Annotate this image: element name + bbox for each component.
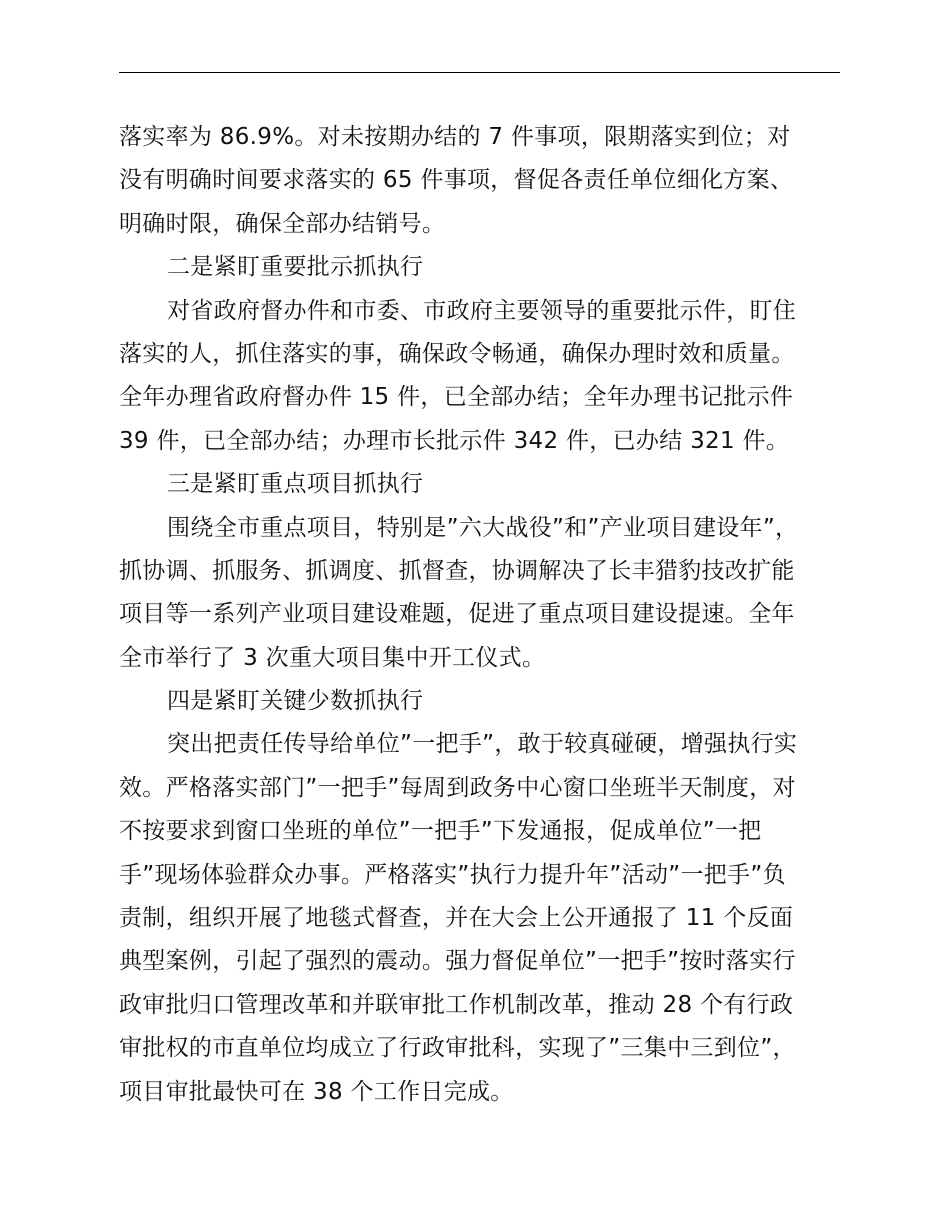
text-line: 效。严格落实部门”一把手”每周到政务中心窗口坐班半天制度，对 [119, 774, 796, 801]
section-heading: 四是紧盯关键少数抓执行 [167, 688, 424, 715]
text-line: 39 件，已全部办结；办理市长批示件 342 件，已办结 321 件。 [119, 427, 790, 454]
text-line: 手”现场体验群众办事。严格落实”执行力提升年”活动”一把手”负 [119, 861, 786, 888]
section-heading: 二是紧盯重要批示抓执行 [167, 254, 424, 281]
text-line: 没有明确时间要求落实的 65 件事项，督促各责任单位细化方案、 [119, 167, 794, 194]
text-line: 责制，组织开展了地毯式督查，并在大会上公开通报了 11 个反面 [119, 905, 794, 932]
text-line: 突出把责任传导给单位”一把手”，敢于较真碰硬，增强执行实 [167, 731, 798, 758]
section-heading: 三是紧盯重点项目抓执行 [167, 471, 424, 498]
text-line: 不按要求到窗口坐班的单位”一把手”下发通报，促成单位”一把 [119, 818, 762, 845]
text-line: 全年办理省政府督办件 15 件，已全部办结；全年办理书记批示件 [119, 384, 794, 411]
text-line: 典型案例，引起了强烈的震动。强力督促单位”一把手”按时落实行 [119, 948, 796, 975]
header-rule [119, 72, 840, 73]
body-text [119, 116, 859, 1114]
text-line: 围绕全市重点项目，特别是”六大战役”和”产业项目建设年”， [167, 514, 799, 541]
text-line: 对省政府督办件和市委、市政府主要领导的重要批示件，盯住 [167, 297, 797, 324]
text-line: 全市举行了 3 次重大项目集中开工仪式。 [119, 644, 546, 671]
text-line: 政审批归口管理改革和并联审批工作机制改革，推动 28 个有行政 [119, 991, 794, 1018]
text-line: 明确时限，确保全部办结销号。 [119, 210, 446, 237]
text-line: 抓协调、抓服务、抓调度、抓督查，协调解决了长丰猎豹技改扩能 [119, 557, 795, 584]
text-line: 审批权的市直单位均成立了行政审批科，实现了”三集中三到位”， [119, 1035, 796, 1062]
text-line: 项目审批最快可在 38 个工作日完成。 [119, 1078, 514, 1105]
text-line: 落实的人，抓住落实的事，确保政令畅通，确保办理时效和质量。 [119, 340, 795, 367]
text-line: 落实率为 86.9%。对未按期办结的 7 件事项，限期落实到位；对 [119, 124, 791, 150]
text-line: 项目等一系列产业项目建设难题，促进了重点项目建设提速。全年 [119, 601, 795, 628]
